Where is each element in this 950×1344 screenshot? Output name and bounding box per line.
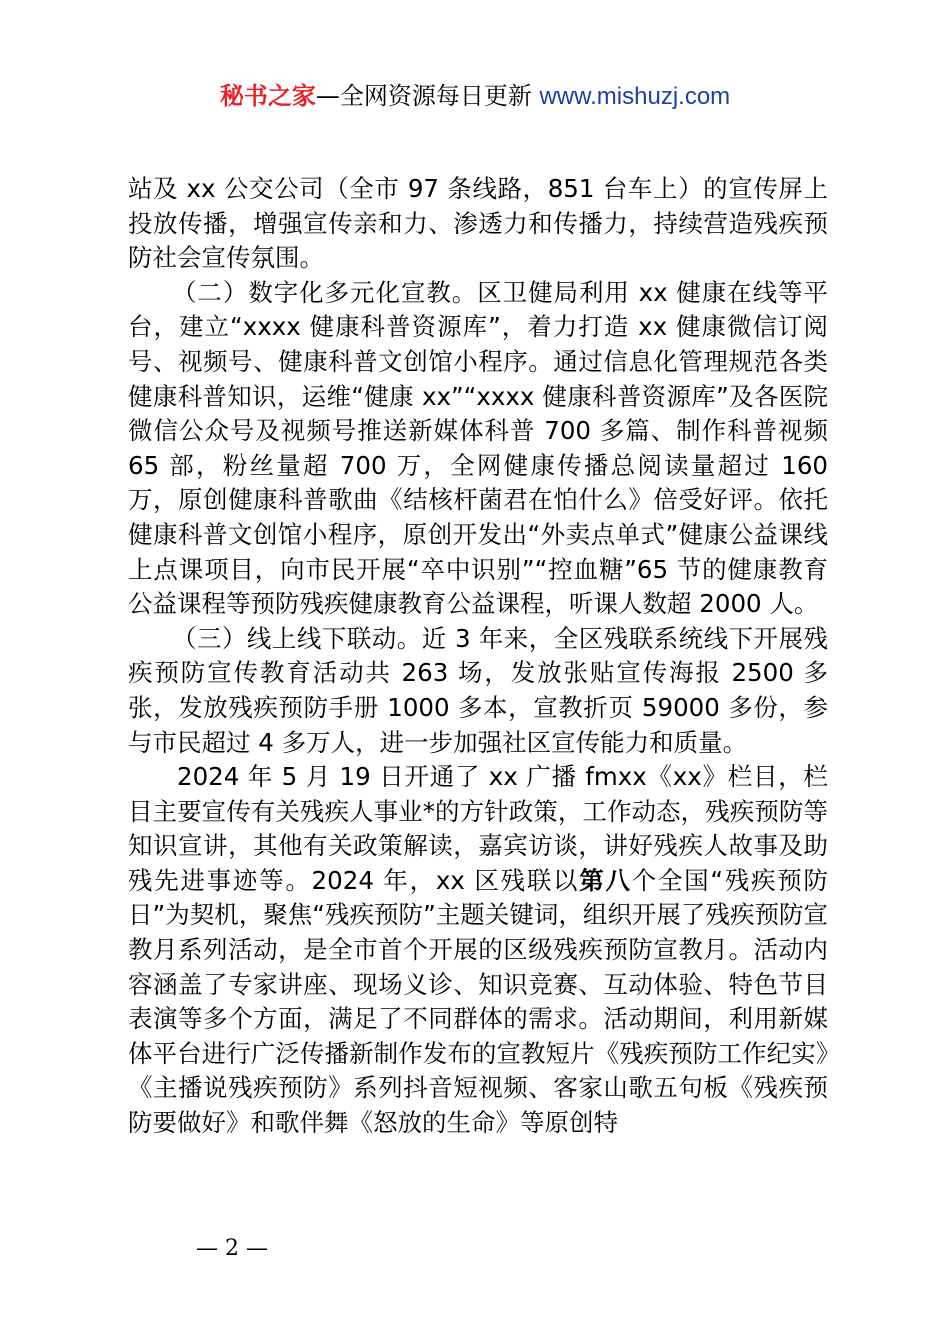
document-body	[128, 172, 828, 1141]
document-header	[0, 80, 950, 113]
header-tagline: —全网资源每日更新	[315, 82, 532, 110]
paragraph-text: 个全国“残疾预防日”为契机，聚焦“残疾预防”主题关键词，组织开展了残疾预防宣教月系列活动，是全市首个开展的区级残疾预防宣教月。活动内容涵盖了专家讲座、现场义诊、知识竞赛、互动体验、特色节目表演等多个方面，满足了不同群体的需求。活动期间，利用新媒体平台进行广泛传播新制作发布的宣教短片《残疾预防工作纪实》《主播说残疾预防》系列抖音短视频、客家山歌五句板《残疾预防要做好》和歌伴舞《怒放的生命》等原创特	[128, 865, 828, 1138]
page-number: — 2 —	[196, 1236, 268, 1261]
paragraph-online-offline	[128, 622, 828, 760]
paragraph-digital-education	[128, 276, 828, 622]
paragraph-continuation	[128, 172, 828, 276]
paragraph-radio-program	[128, 760, 828, 1141]
paragraph-text: 站及 xx 公交公司（全市 97 条线路，851 台车上）的宣传屏上投放传播，增强宣传亲和力、渗透力和传播力，持续营造残疾预防社会宣传氛围。	[128, 174, 828, 273]
bold-emphasis: 第八	[579, 865, 632, 895]
paragraph-text: （三）线上线下联动。近 3 年来，全区残联系统线下开展残疾预防宣传教育活动共 263 场，发放张贴宣传海报 2500 多张，发放残疾预防手册 1000 多本，宣教折页 59000 多份，参与市民超过 4 多万人，进一步加强社区宣传能力和质量。	[128, 623, 828, 757]
brand-name: 秘书之家	[219, 82, 316, 110]
paragraph-text: （二）数字化多元化宣教。区卫健局利用 xx 健康在线等平台，建立“xxxx 健康科普资源库”，着力打造 xx 健康微信订阅号、视频号、健康科普文创馆小程序。通过信息化管理规范各类健康科普知识，运维“健康 xx”“xxxx 健康科普资源库”及各医院微信公众号及视频号推送新媒体科普 700 多篇、制作科普视频 65 部，粉丝量超 700 万，全网健康传播总阅读量超过 160 万，原创健康科普歌曲《结核杆菌君在怕什么》倍受好评。依托健康科普文创馆小程序，原创开发出“外卖点单式”健康公益课线上点课项目，向市民开展“卒中识别”“控血糖”65 节的健康教育公益课程等预防残疾健康教育公益课程，听课人数超 2000 人。	[128, 277, 828, 619]
paragraph-text: 2024 年 5 月 19 日开通了 xx 广播 fmxx《xx》栏目，栏目主要宣传有关残疾人事业*的方针政策，工作动态，残疾预防等知识宣讲，其他有关政策解读，嘉宾访谈，讲好残疾人故事及助残先进事迹等。2024 年，xx 区残联以	[128, 762, 828, 895]
site-url-link[interactable]: www.mishuzj.com	[539, 83, 731, 110]
